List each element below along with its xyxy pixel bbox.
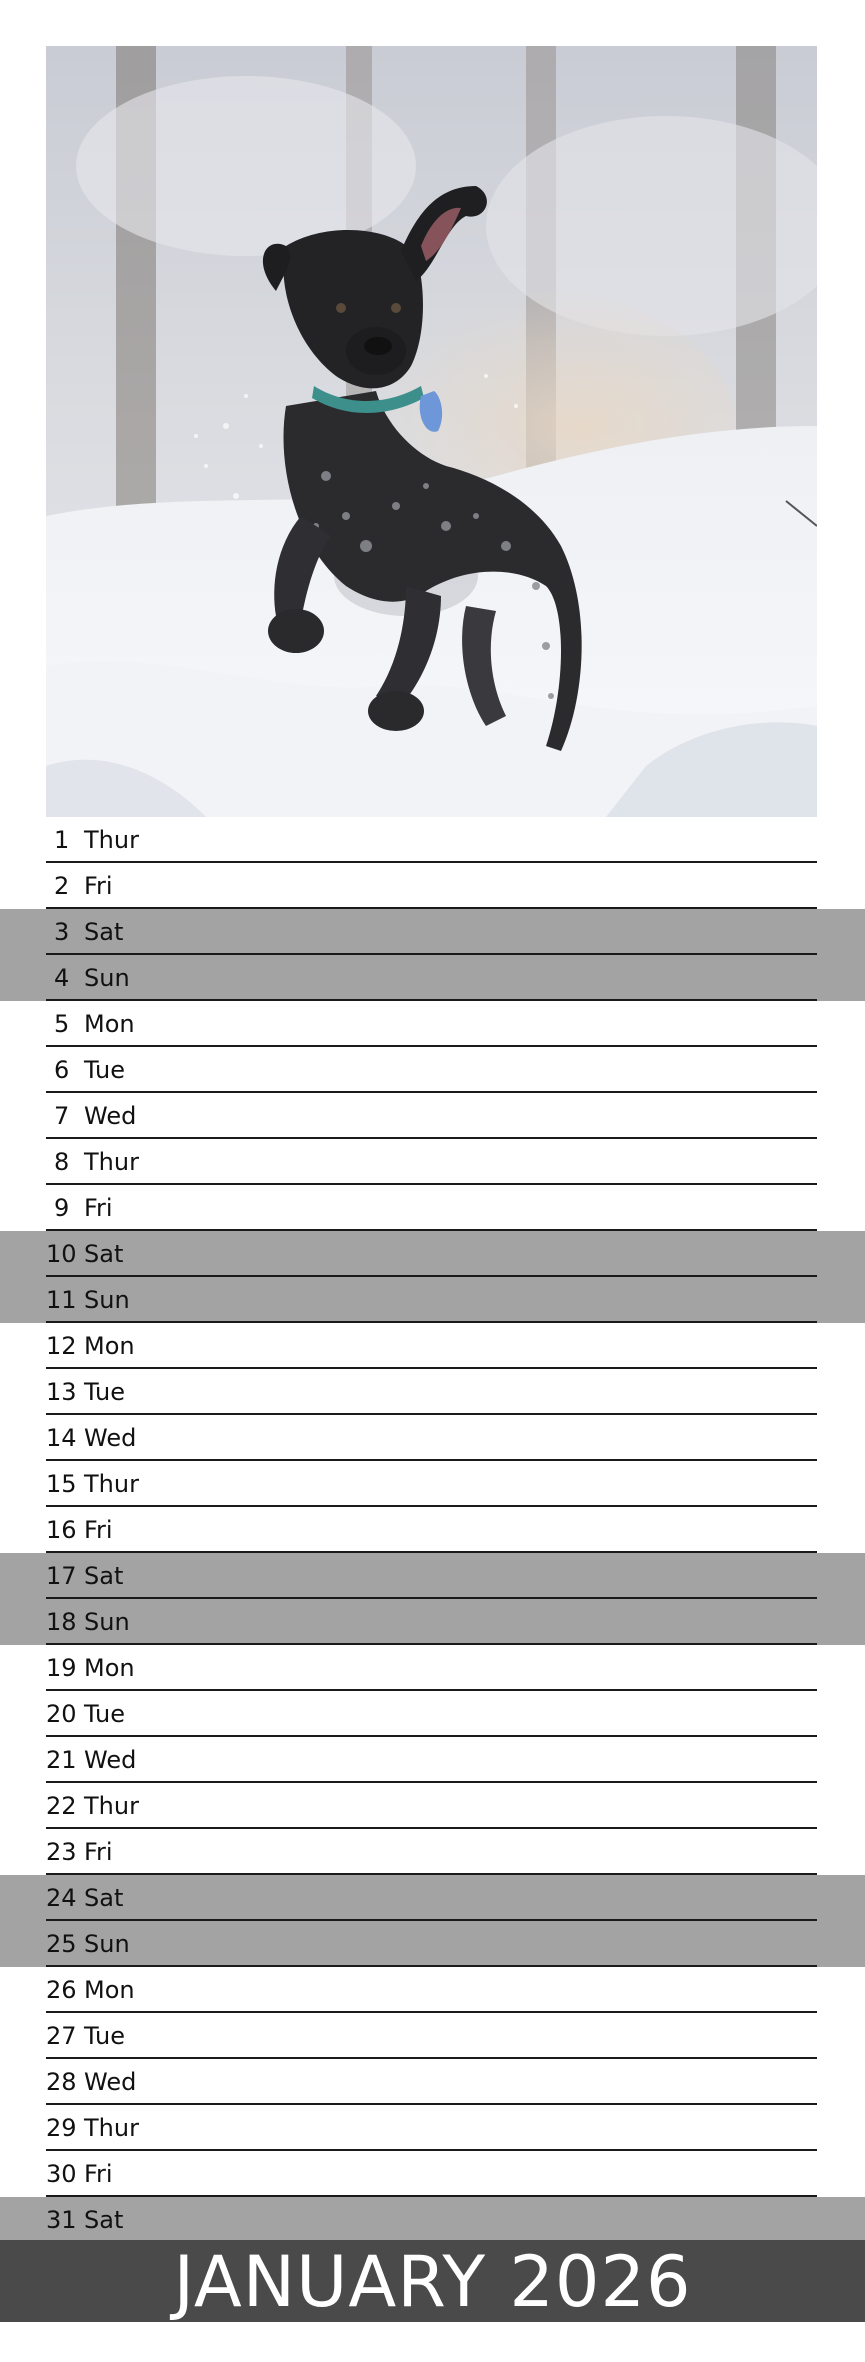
day-row — [0, 2151, 865, 2197]
day-number: 27 — [46, 2022, 77, 2050]
day-name: Wed — [84, 2068, 137, 2096]
day-number: 17 — [46, 1562, 77, 1590]
day-row — [0, 1139, 865, 1185]
day-name: Mon — [84, 1010, 135, 1038]
day-number: 4 — [54, 964, 70, 992]
day-row — [0, 1001, 865, 1047]
day-row — [0, 1829, 865, 1875]
day-number: 8 — [54, 1148, 70, 1176]
day-number: 18 — [46, 1608, 77, 1636]
day-row — [0, 1875, 865, 1921]
day-number: 14 — [46, 1424, 77, 1452]
day-row — [0, 1323, 865, 1369]
day-row — [0, 1967, 865, 2013]
day-number: 31 — [46, 2206, 77, 2234]
day-row — [0, 1737, 865, 1783]
day-row — [0, 2105, 865, 2151]
day-row — [0, 1369, 865, 1415]
day-name: Sun — [84, 1286, 130, 1314]
day-row — [0, 863, 865, 909]
day-number: 16 — [46, 1516, 77, 1544]
day-name: Sat — [84, 1884, 124, 1912]
day-number: 20 — [46, 1700, 77, 1728]
day-row — [0, 1553, 865, 1599]
day-number: 22 — [46, 1792, 77, 1820]
day-row — [0, 1093, 865, 1139]
day-row — [0, 1461, 865, 1507]
day-name: Fri — [84, 2160, 113, 2188]
day-row — [0, 1691, 865, 1737]
day-name: Thur — [84, 2114, 139, 2142]
day-row — [0, 2059, 865, 2105]
calendar-photo — [46, 46, 817, 817]
day-number: 25 — [46, 1930, 77, 1958]
day-number: 9 — [54, 1194, 70, 1222]
day-number: 19 — [46, 1654, 77, 1682]
day-name: Tue — [84, 1056, 125, 1084]
day-number: 6 — [54, 1056, 70, 1084]
day-name: Mon — [84, 1332, 135, 1360]
day-name: Mon — [84, 1976, 135, 2004]
day-row — [0, 955, 865, 1001]
day-number: 29 — [46, 2114, 77, 2142]
day-number: 10 — [46, 1240, 77, 1268]
day-number: 3 — [54, 918, 70, 946]
day-list — [0, 817, 865, 2243]
day-number: 7 — [54, 1102, 70, 1130]
day-name: Mon — [84, 1654, 135, 1682]
day-name: Sun — [84, 964, 130, 992]
day-row — [0, 817, 865, 863]
day-number: 13 — [46, 1378, 77, 1406]
day-row — [0, 1231, 865, 1277]
day-row — [0, 1783, 865, 1829]
day-name: Thur — [84, 1792, 139, 1820]
day-number: 30 — [46, 2160, 77, 2188]
day-number: 1 — [54, 826, 70, 854]
day-name: Sat — [84, 918, 124, 946]
day-name: Sat — [84, 1562, 124, 1590]
day-row — [0, 909, 865, 955]
day-number: 23 — [46, 1838, 77, 1866]
day-name: Tue — [84, 1378, 125, 1406]
day-number: 11 — [46, 1286, 77, 1314]
day-number: 21 — [46, 1746, 77, 1774]
day-row — [0, 2197, 865, 2243]
day-name: Fri — [84, 1516, 113, 1544]
day-name: Tue — [84, 2022, 125, 2050]
dog-in-snow-image — [46, 46, 817, 817]
day-name: Fri — [84, 1194, 113, 1222]
day-name: Sun — [84, 1608, 130, 1636]
day-row — [0, 2013, 865, 2059]
day-number: 2 — [54, 872, 70, 900]
day-name: Fri — [84, 1838, 113, 1866]
day-name: Wed — [84, 1746, 137, 1774]
day-name: Sat — [84, 1240, 124, 1268]
day-name: Tue — [84, 1700, 125, 1728]
day-row — [0, 1507, 865, 1553]
month-title: JANUARY 2026 — [0, 2240, 865, 2322]
day-name: Fri — [84, 872, 113, 900]
day-number: 24 — [46, 1884, 77, 1912]
day-row — [0, 1047, 865, 1093]
day-name: Thur — [84, 826, 139, 854]
day-name: Thur — [84, 1470, 139, 1498]
day-row — [0, 1645, 865, 1691]
day-row — [0, 1185, 865, 1231]
day-name: Sat — [84, 2206, 124, 2234]
day-name: Wed — [84, 1424, 137, 1452]
day-number: 12 — [46, 1332, 77, 1360]
day-row — [0, 1415, 865, 1461]
day-row — [0, 1599, 865, 1645]
day-number: 5 — [54, 1010, 70, 1038]
day-row — [0, 1277, 865, 1323]
day-number: 26 — [46, 1976, 77, 2004]
day-number: 28 — [46, 2068, 77, 2096]
day-name: Thur — [84, 1148, 139, 1176]
day-number: 15 — [46, 1470, 77, 1498]
day-name: Sun — [84, 1930, 130, 1958]
day-name: Wed — [84, 1102, 137, 1130]
day-row — [0, 1921, 865, 1967]
